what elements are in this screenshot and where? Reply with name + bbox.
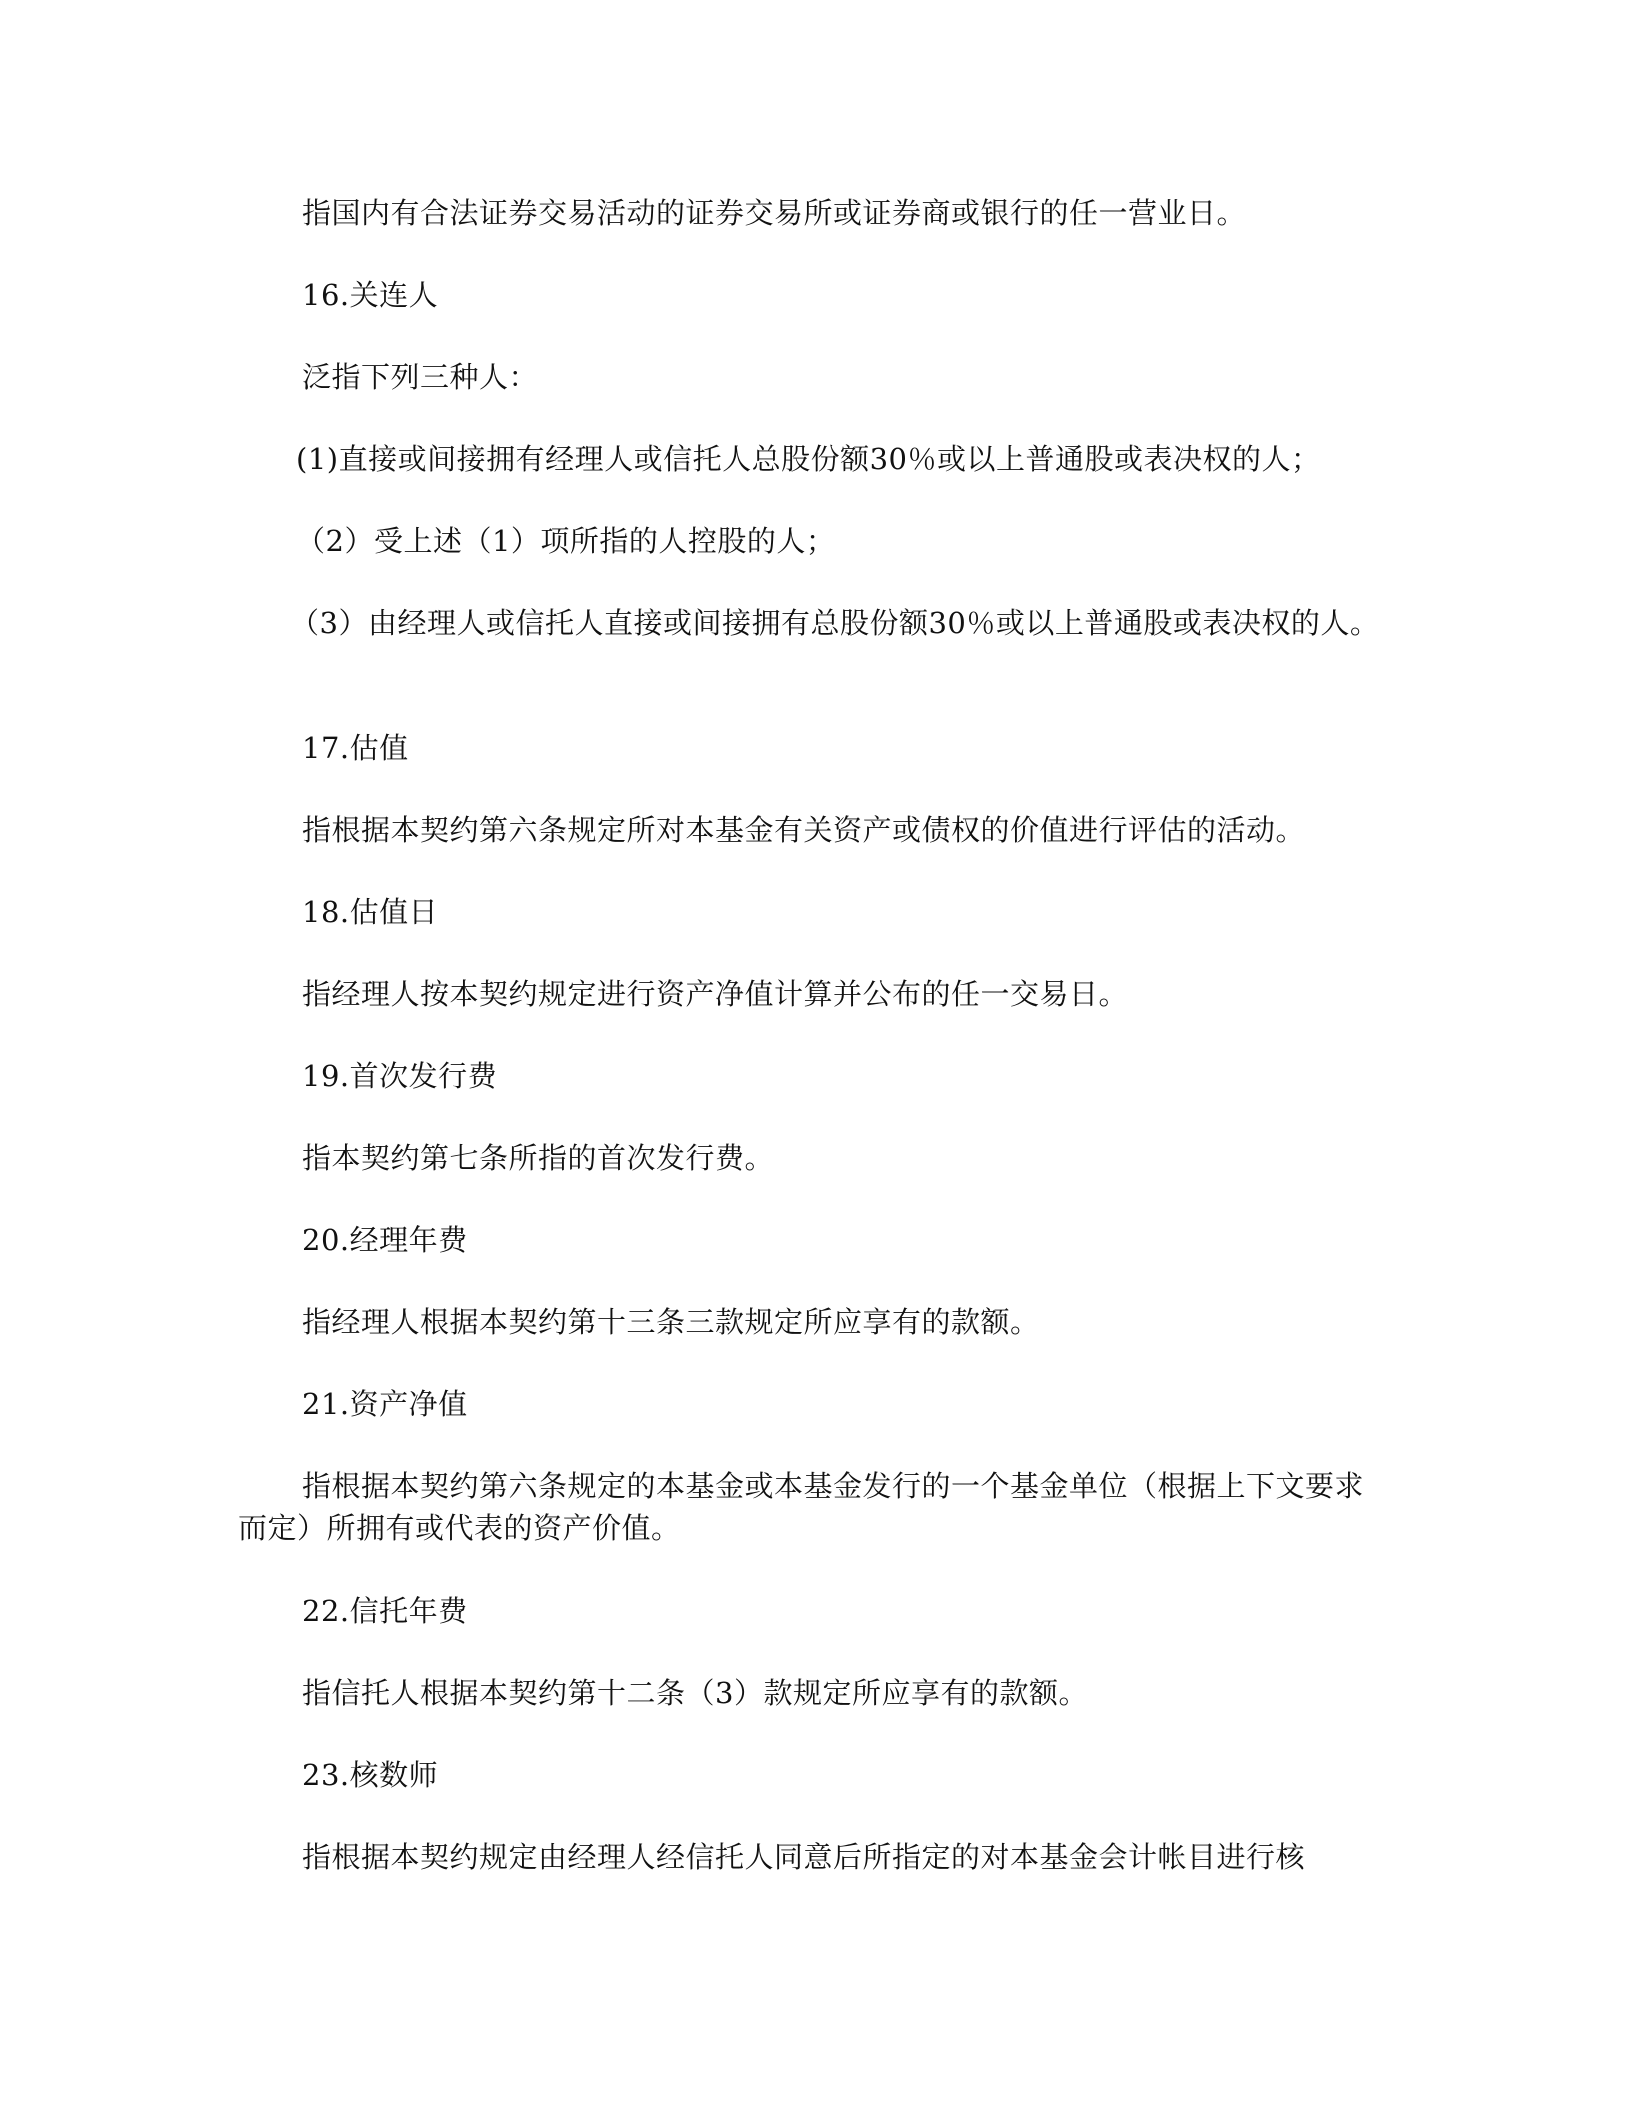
paragraph-valuation-definition: 指根据本契约第六条规定所对本基金有关资产或债权的价值进行评估的活动。 [302, 813, 1306, 847]
heading-18-valuation-day: 18.估值日 [302, 895, 439, 929]
paragraph-manager-annual-fee-definition: 指经理人根据本契约第十三条三款规定所应享有的款额。 [302, 1305, 1040, 1339]
list-item-3: （3）由经理人或信托人直接或间接拥有总股份额30％或以上普通股或表决权的人。 [290, 606, 1380, 640]
list-item-2: （2）受上述（1）项所指的人控股的人； [296, 524, 836, 558]
paragraph-net-asset-value-definition: 指根据本契约第六条规定的本基金或本基金发行的一个基金单位（根据上下文要求而定）所拥有或代表的资产价值。 [238, 1469, 1365, 1545]
paragraph-auditor-definition: 指根据本契约规定由经理人经信托人同意后所指定的对本基金会计帐目进行核 [302, 1840, 1306, 1874]
list-item-1: (1)直接或间接拥有经理人或信托人总股份额30％或以上普通股或表决权的人； [296, 442, 1321, 476]
heading-20-manager-annual-fee: 20.经理年费 [302, 1223, 468, 1257]
paragraph-trustee-annual-fee-definition: 指信托人根据本契约第十二条（3）款规定所应享有的款额。 [302, 1676, 1088, 1710]
heading-23-auditor: 23.核数师 [302, 1758, 439, 1792]
heading-17-valuation: 17.估值 [302, 731, 409, 765]
heading-19-initial-issue-fee: 19.首次发行费 [302, 1059, 498, 1093]
paragraph-related-person-intro: 泛指下列三种人： [302, 360, 539, 394]
heading-16-related-person: 16.关连人 [302, 278, 439, 312]
heading-21-net-asset-value: 21.资产净值 [302, 1387, 468, 1421]
heading-22-trustee-annual-fee: 22.信托年费 [302, 1594, 468, 1628]
paragraph-initial-issue-fee-definition: 指本契约第七条所指的首次发行费。 [302, 1141, 775, 1175]
paragraph-business-day-definition: 指国内有合法证券交易活动的证券交易所或证券商或银行的任一营业日。 [302, 196, 1247, 230]
paragraph-valuation-day-definition: 指经理人按本契约规定进行资产净值计算并公布的任一交易日。 [302, 977, 1129, 1011]
